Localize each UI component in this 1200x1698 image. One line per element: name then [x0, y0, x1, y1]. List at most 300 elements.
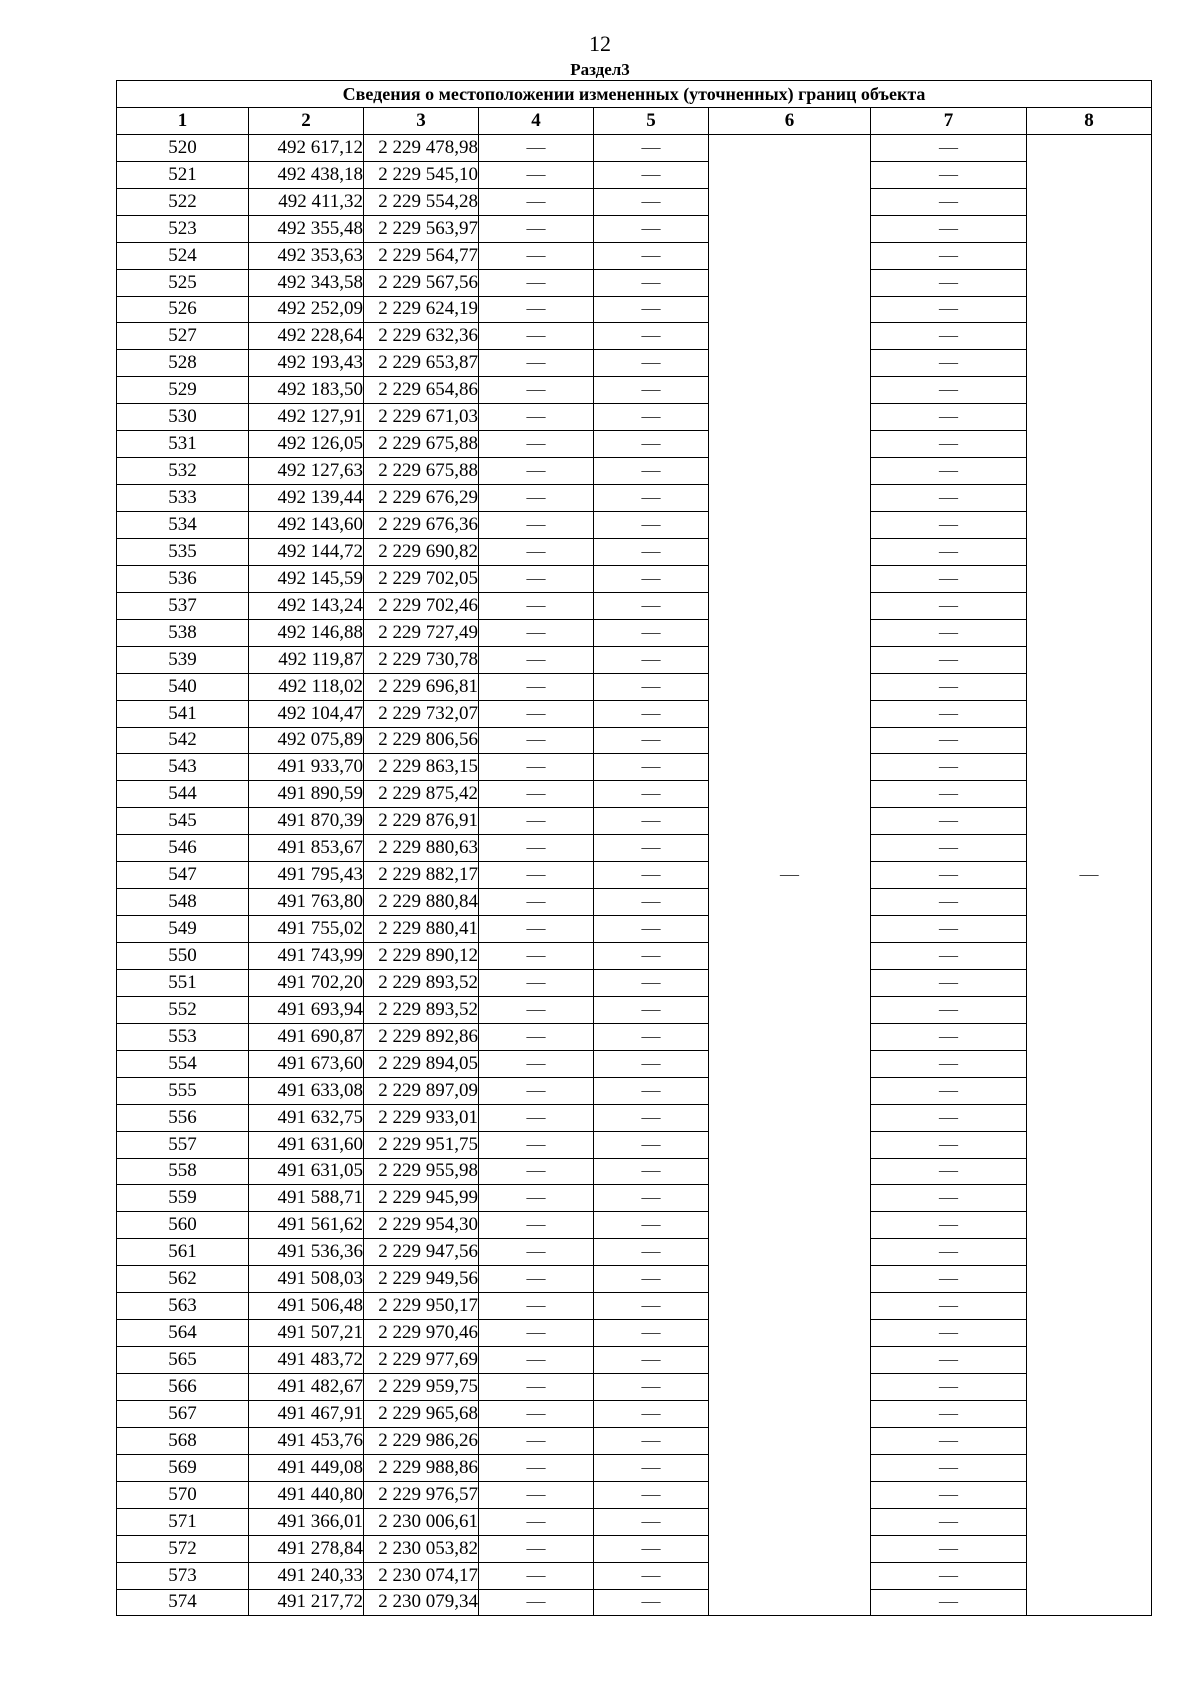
column-header-row — [117, 107, 1152, 134]
point-number-cell: 571 — [117, 1508, 249, 1535]
col7-cell: — — [871, 1050, 1027, 1077]
y-coordinate-cell: 2 230 006,61 — [364, 1508, 479, 1535]
col7-cell: — — [871, 242, 1027, 269]
col7-cell: — — [871, 404, 1027, 431]
col7-cell: — — [871, 1562, 1027, 1589]
col4-cell: — — [479, 1427, 594, 1454]
y-coordinate-cell: 2 229 976,57 — [364, 1481, 479, 1508]
col7-cell: — — [871, 1077, 1027, 1104]
col4-cell: — — [479, 1374, 594, 1401]
y-coordinate-cell: 2 229 653,87 — [364, 350, 479, 377]
column-header-6: 6 — [709, 107, 871, 134]
table-row — [117, 862, 1152, 889]
y-coordinate-cell: 2 229 676,36 — [364, 512, 479, 539]
col7-cell: — — [871, 431, 1027, 458]
col4-cell: — — [479, 485, 594, 512]
y-coordinate-cell: 2 229 951,75 — [364, 1131, 479, 1158]
col7-cell: — — [871, 969, 1027, 996]
y-coordinate-cell: 2 229 554,28 — [364, 188, 479, 215]
col4-cell: — — [479, 1023, 594, 1050]
col7-cell: — — [871, 1535, 1027, 1562]
point-number-cell: 533 — [117, 485, 249, 512]
col5-cell: — — [594, 1400, 709, 1427]
y-coordinate-cell: 2 229 806,56 — [364, 727, 479, 754]
table-row — [117, 1400, 1152, 1427]
x-coordinate-cell: 491 755,02 — [249, 916, 364, 943]
col7-cell: — — [871, 700, 1027, 727]
col5-cell: — — [594, 431, 709, 458]
point-number-cell: 562 — [117, 1266, 249, 1293]
point-number-cell: 560 — [117, 1212, 249, 1239]
point-number-cell: 549 — [117, 916, 249, 943]
point-number-cell: 569 — [117, 1454, 249, 1481]
col5-cell: — — [594, 1185, 709, 1212]
x-coordinate-cell: 491 631,60 — [249, 1131, 364, 1158]
col7-cell: — — [871, 1374, 1027, 1401]
col6-merged-cell: — — [709, 134, 871, 1616]
col7-cell: — — [871, 350, 1027, 377]
col5-cell: — — [594, 323, 709, 350]
col4-cell: — — [479, 1400, 594, 1427]
x-coordinate-cell: 492 143,60 — [249, 512, 364, 539]
y-coordinate-cell: 2 229 933,01 — [364, 1104, 479, 1131]
col4-cell: — — [479, 808, 594, 835]
col4-cell: — — [479, 215, 594, 242]
col5-cell: — — [594, 242, 709, 269]
point-number-cell: 574 — [117, 1589, 249, 1616]
point-number-cell: 559 — [117, 1185, 249, 1212]
point-number-cell: 544 — [117, 781, 249, 808]
table-body — [117, 134, 1152, 1616]
col4-cell: — — [479, 458, 594, 485]
y-coordinate-cell: 2 229 727,49 — [364, 619, 479, 646]
y-coordinate-cell: 2 230 074,17 — [364, 1562, 479, 1589]
table-row — [117, 458, 1152, 485]
col7-cell: — — [871, 781, 1027, 808]
col7-cell: — — [871, 754, 1027, 781]
x-coordinate-cell: 491 483,72 — [249, 1347, 364, 1374]
x-coordinate-cell: 492 139,44 — [249, 485, 364, 512]
col5-cell: — — [594, 565, 709, 592]
point-number-cell: 573 — [117, 1562, 249, 1589]
col5-cell: — — [594, 916, 709, 943]
col7-cell: — — [871, 323, 1027, 350]
point-number-cell: 528 — [117, 350, 249, 377]
col7-cell: — — [871, 835, 1027, 862]
y-coordinate-cell: 2 230 053,82 — [364, 1535, 479, 1562]
x-coordinate-cell: 492 228,64 — [249, 323, 364, 350]
point-number-cell: 566 — [117, 1374, 249, 1401]
col5-cell: — — [594, 512, 709, 539]
table-row — [117, 943, 1152, 970]
x-coordinate-cell: 492 127,63 — [249, 458, 364, 485]
col7-cell: — — [871, 1104, 1027, 1131]
y-coordinate-cell: 2 229 567,56 — [364, 269, 479, 296]
col4-cell: — — [479, 1050, 594, 1077]
col4-cell: — — [479, 377, 594, 404]
col5-cell: — — [594, 1427, 709, 1454]
point-number-cell: 524 — [117, 242, 249, 269]
col5-cell: — — [594, 188, 709, 215]
x-coordinate-cell: 492 104,47 — [249, 700, 364, 727]
y-coordinate-cell: 2 229 875,42 — [364, 781, 479, 808]
x-coordinate-cell: 492 438,18 — [249, 161, 364, 188]
point-number-cell: 530 — [117, 404, 249, 431]
x-coordinate-cell: 491 366,01 — [249, 1508, 364, 1535]
col4-cell: — — [479, 1077, 594, 1104]
table-row — [117, 1212, 1152, 1239]
col5-cell: — — [594, 1374, 709, 1401]
point-number-cell: 564 — [117, 1320, 249, 1347]
col4-cell: — — [479, 916, 594, 943]
y-coordinate-cell: 2 229 890,12 — [364, 943, 479, 970]
table-row — [117, 673, 1152, 700]
point-number-cell: 568 — [117, 1427, 249, 1454]
col4-cell: — — [479, 835, 594, 862]
col5-cell: — — [594, 485, 709, 512]
column-header-7: 7 — [871, 107, 1027, 134]
column-header-2: 2 — [249, 107, 364, 134]
col7-cell: — — [871, 1400, 1027, 1427]
point-number-cell: 527 — [117, 323, 249, 350]
col4-cell: — — [479, 943, 594, 970]
col5-cell: — — [594, 889, 709, 916]
y-coordinate-cell: 2 229 654,86 — [364, 377, 479, 404]
table-row — [117, 1454, 1152, 1481]
col7-cell: — — [871, 1347, 1027, 1374]
table-caption-row — [117, 81, 1152, 108]
x-coordinate-cell: 491 449,08 — [249, 1454, 364, 1481]
x-coordinate-cell: 491 440,80 — [249, 1481, 364, 1508]
table-row — [117, 1077, 1152, 1104]
col4-cell: — — [479, 1535, 594, 1562]
point-number-cell: 570 — [117, 1481, 249, 1508]
x-coordinate-cell: 492 143,24 — [249, 592, 364, 619]
point-number-cell: 555 — [117, 1077, 249, 1104]
table-row — [117, 916, 1152, 943]
x-coordinate-cell: 491 453,76 — [249, 1427, 364, 1454]
point-number-cell: 535 — [117, 538, 249, 565]
y-coordinate-cell: 2 229 892,86 — [364, 1023, 479, 1050]
col5-cell: — — [594, 969, 709, 996]
col5-cell: — — [594, 754, 709, 781]
table-row — [117, 889, 1152, 916]
x-coordinate-cell: 492 126,05 — [249, 431, 364, 458]
col4-cell: — — [479, 619, 594, 646]
x-coordinate-cell: 492 146,88 — [249, 619, 364, 646]
col5-cell: — — [594, 996, 709, 1023]
col4-cell: — — [479, 1266, 594, 1293]
table-row — [117, 835, 1152, 862]
point-number-cell: 539 — [117, 646, 249, 673]
col7-cell: — — [871, 512, 1027, 539]
y-coordinate-cell: 2 229 675,88 — [364, 431, 479, 458]
y-coordinate-cell: 2 229 880,41 — [364, 916, 479, 943]
point-number-cell: 558 — [117, 1158, 249, 1185]
x-coordinate-cell: 491 763,80 — [249, 889, 364, 916]
col7-cell: — — [871, 565, 1027, 592]
col5-cell: — — [594, 296, 709, 323]
col7-cell: — — [871, 916, 1027, 943]
col7-cell: — — [871, 1481, 1027, 1508]
table-row — [117, 808, 1152, 835]
y-coordinate-cell: 2 229 624,19 — [364, 296, 479, 323]
x-coordinate-cell: 491 507,21 — [249, 1320, 364, 1347]
y-coordinate-cell: 2 229 955,98 — [364, 1158, 479, 1185]
y-coordinate-cell: 2 229 880,84 — [364, 889, 479, 916]
table-row — [117, 996, 1152, 1023]
point-number-cell: 542 — [117, 727, 249, 754]
col5-cell: — — [594, 592, 709, 619]
y-coordinate-cell: 2 229 563,97 — [364, 215, 479, 242]
point-number-cell: 546 — [117, 835, 249, 862]
table-row — [117, 700, 1152, 727]
col4-cell: — — [479, 1239, 594, 1266]
point-number-cell: 553 — [117, 1023, 249, 1050]
col4-cell: — — [479, 700, 594, 727]
y-coordinate-cell: 2 229 690,82 — [364, 538, 479, 565]
col7-cell: — — [871, 188, 1027, 215]
col7-cell: — — [871, 996, 1027, 1023]
point-number-cell: 538 — [117, 619, 249, 646]
x-coordinate-cell: 491 561,62 — [249, 1212, 364, 1239]
col5-cell: — — [594, 781, 709, 808]
col7-cell: — — [871, 1454, 1027, 1481]
col5-cell: — — [594, 1131, 709, 1158]
y-coordinate-cell: 2 229 880,63 — [364, 835, 479, 862]
x-coordinate-cell: 492 118,02 — [249, 673, 364, 700]
y-coordinate-cell: 2 229 970,46 — [364, 1320, 479, 1347]
y-coordinate-cell: 2 229 893,52 — [364, 969, 479, 996]
y-coordinate-cell: 2 229 545,10 — [364, 161, 479, 188]
col7-cell: — — [871, 269, 1027, 296]
col4-cell: — — [479, 1454, 594, 1481]
col4-cell: — — [479, 781, 594, 808]
col5-cell: — — [594, 1535, 709, 1562]
table-row — [117, 1050, 1152, 1077]
col5-cell: — — [594, 458, 709, 485]
col5-cell: — — [594, 1077, 709, 1104]
table-row — [117, 134, 1152, 161]
col7-cell: — — [871, 1589, 1027, 1616]
x-coordinate-cell: 491 933,70 — [249, 754, 364, 781]
col4-cell: — — [479, 1185, 594, 1212]
table-row — [117, 727, 1152, 754]
y-coordinate-cell: 2 229 696,81 — [364, 673, 479, 700]
x-coordinate-cell: 491 631,05 — [249, 1158, 364, 1185]
col5-cell: — — [594, 619, 709, 646]
table-row — [117, 565, 1152, 592]
y-coordinate-cell: 2 229 632,36 — [364, 323, 479, 350]
x-coordinate-cell: 492 145,59 — [249, 565, 364, 592]
x-coordinate-cell: 492 193,43 — [249, 350, 364, 377]
col4-cell: — — [479, 1589, 594, 1616]
point-number-cell: 567 — [117, 1400, 249, 1427]
y-coordinate-cell: 2 229 977,69 — [364, 1347, 479, 1374]
col4-cell: — — [479, 1158, 594, 1185]
col5-cell: — — [594, 1293, 709, 1320]
point-number-cell: 548 — [117, 889, 249, 916]
col7-cell: — — [871, 377, 1027, 404]
table-row — [117, 646, 1152, 673]
col5-cell: — — [594, 1454, 709, 1481]
x-coordinate-cell: 492 353,63 — [249, 242, 364, 269]
table-row — [117, 1185, 1152, 1212]
table-row — [117, 969, 1152, 996]
col5-cell: — — [594, 404, 709, 431]
col5-cell: — — [594, 1347, 709, 1374]
x-coordinate-cell: 491 870,39 — [249, 808, 364, 835]
col7-cell: — — [871, 592, 1027, 619]
point-number-cell: 550 — [117, 943, 249, 970]
col4-cell: — — [479, 646, 594, 673]
col5-cell: — — [594, 350, 709, 377]
y-coordinate-cell: 2 229 732,07 — [364, 700, 479, 727]
col4-cell: — — [479, 1104, 594, 1131]
col4-cell: — — [479, 1347, 594, 1374]
table-row — [117, 323, 1152, 350]
x-coordinate-cell: 491 508,03 — [249, 1266, 364, 1293]
point-number-cell: 523 — [117, 215, 249, 242]
col5-cell: — — [594, 1266, 709, 1293]
col5-cell: — — [594, 538, 709, 565]
col5-cell: — — [594, 377, 709, 404]
table-row — [117, 1158, 1152, 1185]
table-row — [117, 512, 1152, 539]
col5-cell: — — [594, 269, 709, 296]
point-number-cell: 554 — [117, 1050, 249, 1077]
col4-cell: — — [479, 862, 594, 889]
y-coordinate-cell: 2 229 564,77 — [364, 242, 479, 269]
column-header-5: 5 — [594, 107, 709, 134]
table-row — [117, 350, 1152, 377]
table-row — [117, 1266, 1152, 1293]
table-row — [117, 1427, 1152, 1454]
table-row — [117, 1131, 1152, 1158]
col7-cell: — — [871, 889, 1027, 916]
point-number-cell: 557 — [117, 1131, 249, 1158]
point-number-cell: 572 — [117, 1535, 249, 1562]
col4-cell: — — [479, 1320, 594, 1347]
table-row — [117, 485, 1152, 512]
table-row — [117, 377, 1152, 404]
table-row — [117, 1374, 1152, 1401]
table-row — [117, 404, 1152, 431]
col4-cell: — — [479, 969, 594, 996]
section-title: Раздел3 — [570, 60, 630, 79]
point-number-cell: 547 — [117, 862, 249, 889]
x-coordinate-cell: 491 693,94 — [249, 996, 364, 1023]
col5-cell: — — [594, 1212, 709, 1239]
col4-cell: — — [479, 538, 594, 565]
col5-cell: — — [594, 673, 709, 700]
point-number-cell: 526 — [117, 296, 249, 323]
col4-cell: — — [479, 269, 594, 296]
col8-merged-cell: — — [1027, 134, 1152, 1616]
col7-cell: — — [871, 538, 1027, 565]
col4-cell: — — [479, 296, 594, 323]
col7-cell: — — [871, 862, 1027, 889]
x-coordinate-cell: 491 632,75 — [249, 1104, 364, 1131]
x-coordinate-cell: 492 617,12 — [249, 134, 364, 161]
y-coordinate-cell: 2 229 988,86 — [364, 1454, 479, 1481]
point-number-cell: 521 — [117, 161, 249, 188]
x-coordinate-cell: 491 217,72 — [249, 1589, 364, 1616]
y-coordinate-cell: 2 229 882,17 — [364, 862, 479, 889]
col7-cell: — — [871, 727, 1027, 754]
x-coordinate-cell: 491 853,67 — [249, 835, 364, 862]
y-coordinate-cell: 2 229 730,78 — [364, 646, 479, 673]
column-header-1: 1 — [117, 107, 249, 134]
col5-cell: — — [594, 727, 709, 754]
point-number-cell: 532 — [117, 458, 249, 485]
x-coordinate-cell: 491 588,71 — [249, 1185, 364, 1212]
col7-cell: — — [871, 1266, 1027, 1293]
col4-cell: — — [479, 323, 594, 350]
x-coordinate-cell: 491 278,84 — [249, 1535, 364, 1562]
x-coordinate-cell: 492 183,50 — [249, 377, 364, 404]
point-number-cell: 531 — [117, 431, 249, 458]
col4-cell: — — [479, 889, 594, 916]
y-coordinate-cell: 2 229 947,56 — [364, 1239, 479, 1266]
col4-cell: — — [479, 1508, 594, 1535]
col4-cell: — — [479, 188, 594, 215]
x-coordinate-cell: 491 673,60 — [249, 1050, 364, 1077]
y-coordinate-cell: 2 229 702,05 — [364, 565, 479, 592]
point-number-cell: 536 — [117, 565, 249, 592]
page-number: 12 — [589, 31, 611, 56]
col4-cell: — — [479, 1562, 594, 1589]
point-number-cell: 522 — [117, 188, 249, 215]
point-number-cell: 525 — [117, 269, 249, 296]
y-coordinate-cell: 2 229 676,29 — [364, 485, 479, 512]
col5-cell: — — [594, 134, 709, 161]
col5-cell: — — [594, 1481, 709, 1508]
x-coordinate-cell: 492 075,89 — [249, 727, 364, 754]
col7-cell: — — [871, 1239, 1027, 1266]
y-coordinate-cell: 2 229 897,09 — [364, 1077, 479, 1104]
col5-cell: — — [594, 1320, 709, 1347]
col7-cell: — — [871, 673, 1027, 700]
col7-cell: — — [871, 485, 1027, 512]
col4-cell: — — [479, 1131, 594, 1158]
col4-cell: — — [479, 1293, 594, 1320]
col7-cell: — — [871, 1212, 1027, 1239]
y-coordinate-cell: 2 229 702,46 — [364, 592, 479, 619]
col5-cell: — — [594, 161, 709, 188]
x-coordinate-cell: 491 690,87 — [249, 1023, 364, 1050]
table-row — [117, 215, 1152, 242]
point-number-cell: 520 — [117, 134, 249, 161]
table-row — [117, 1104, 1152, 1131]
col4-cell: — — [479, 996, 594, 1023]
col7-cell: — — [871, 458, 1027, 485]
point-number-cell: 540 — [117, 673, 249, 700]
x-coordinate-cell: 491 743,99 — [249, 943, 364, 970]
column-header-4: 4 — [479, 107, 594, 134]
table-caption: Сведения о местоположении измененных (уточненных) границ объекта — [117, 81, 1152, 108]
col5-cell: — — [594, 943, 709, 970]
col7-cell: — — [871, 215, 1027, 242]
table-row — [117, 538, 1152, 565]
col5-cell: — — [594, 1023, 709, 1050]
x-coordinate-cell: 491 702,20 — [249, 969, 364, 996]
col4-cell: — — [479, 592, 594, 619]
table-row — [117, 431, 1152, 458]
x-coordinate-cell: 491 482,67 — [249, 1374, 364, 1401]
table-row — [117, 619, 1152, 646]
col5-cell: — — [594, 1562, 709, 1589]
